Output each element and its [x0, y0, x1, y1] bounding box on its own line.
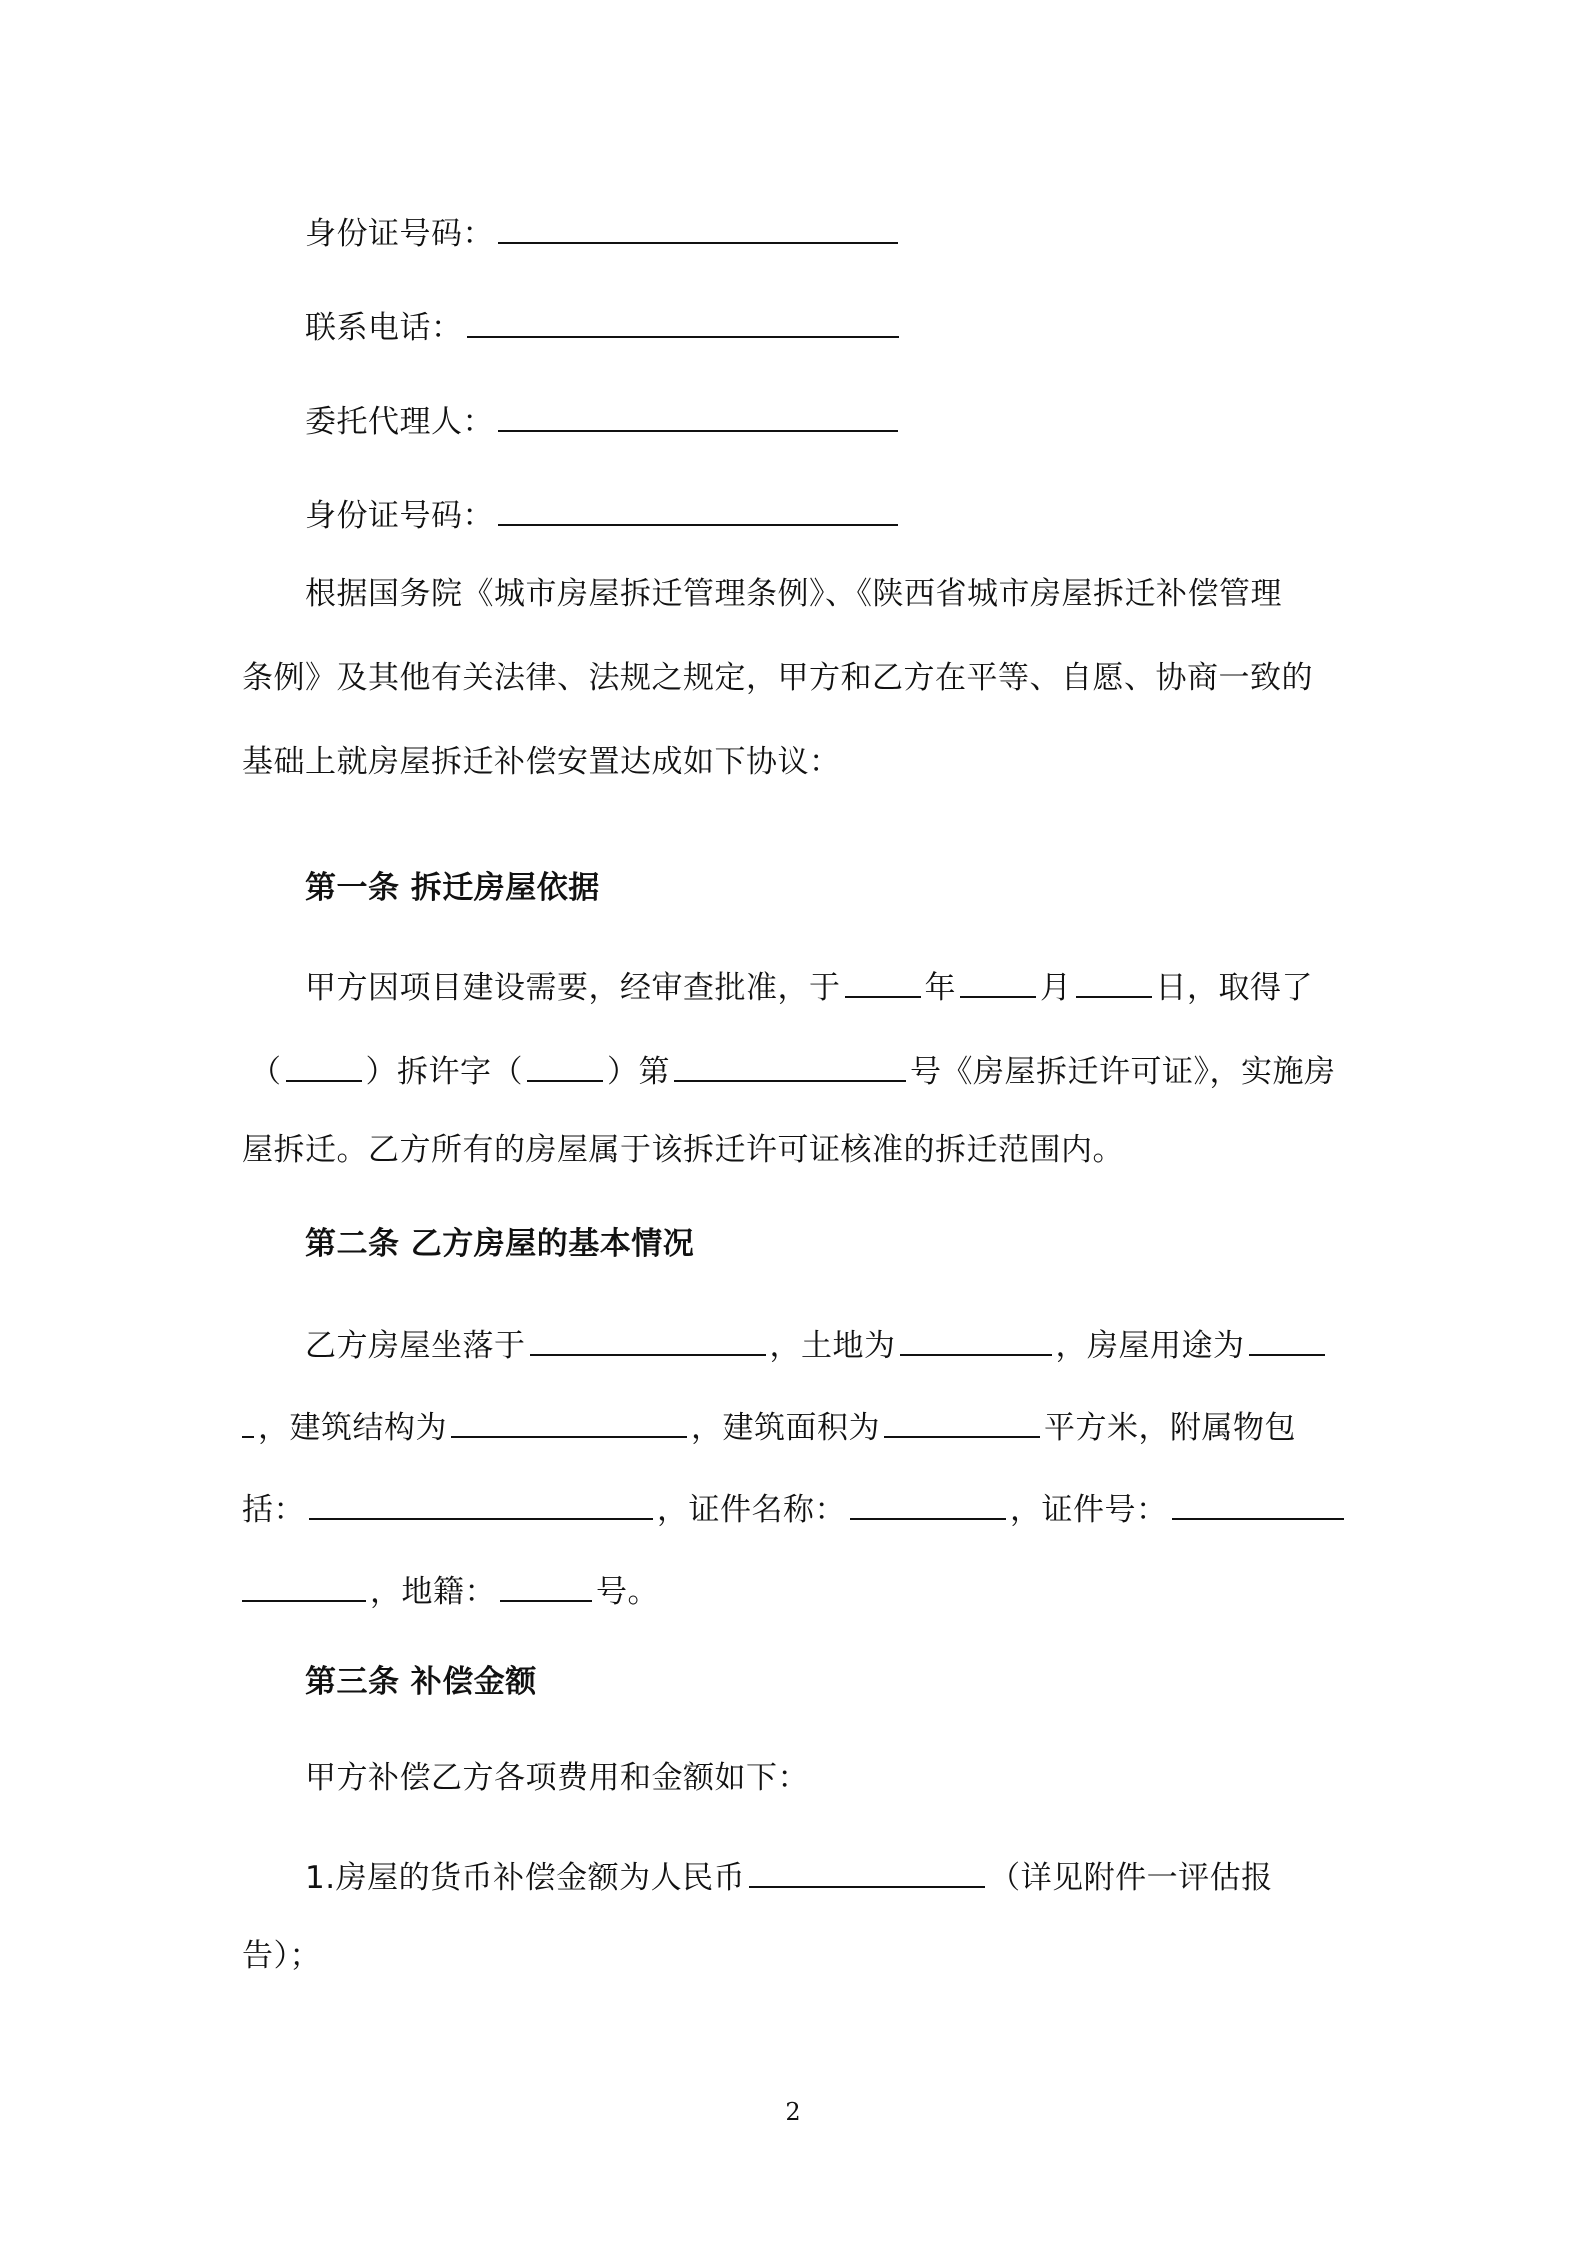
blank-land[interactable] [900, 1320, 1052, 1356]
article-1-line-1: 甲方因项目建设需要，经审查批准，于 年 月 日，取得了 [305, 962, 1313, 1010]
field-label: 委托代理人： [305, 404, 494, 440]
article-2-line-2: ，建筑结构为 ，建筑面积为 平方米，附属物包 [242, 1402, 1296, 1450]
article-1-line-2: （ ）拆许字（ ）第 号《房屋拆迁许可证》，实施房 [250, 1046, 1336, 1094]
blank-permit-number[interactable] [674, 1046, 906, 1082]
blank-area[interactable] [884, 1402, 1040, 1438]
blank-day[interactable] [1076, 962, 1152, 998]
field-label: 身份证号码： [305, 216, 494, 252]
phone-field [305, 302, 903, 350]
blank-permit-prefix[interactable] [286, 1046, 362, 1082]
article-1-title: 第一条 拆迁房屋依据 [305, 870, 600, 906]
article-3-item-1-cont: 告）； [242, 1938, 321, 1974]
blank-usage[interactable] [1249, 1320, 1325, 1356]
page-number: 2 [785, 2098, 801, 2126]
blank-certificate-number-cont[interactable] [242, 1566, 366, 1602]
article-3-intro: 甲方补偿乙方各项费用和金额如下： [305, 1760, 809, 1796]
blank-usage-cont[interactable] [242, 1402, 254, 1438]
blank-structure[interactable] [451, 1402, 687, 1438]
blank-compensation-amount[interactable] [749, 1852, 985, 1888]
article-1-line-3: 屋拆迁。乙方所有的房屋属于该拆迁许可证核准的拆迁范围内。 [242, 1132, 1124, 1168]
preamble-line-2: 条例》及其他有关法律、法规之规定，甲方和乙方在平等、自愿、协商一致的 [242, 660, 1313, 696]
blank-certificate-name[interactable] [850, 1484, 1006, 1520]
preamble-line-1: 根据国务院《城市房屋拆迁管理条例》、《陕西省城市房屋拆迁补偿管理 [305, 576, 1282, 612]
preamble-line-3: 基础上就房屋拆迁补偿安置达成如下协议： [242, 744, 841, 780]
article-2-line-1: 乙方房屋坐落于 ，土地为 ，房屋用途为 [305, 1320, 1329, 1368]
id-number-field-2 [305, 490, 902, 538]
article-2-line-4: ，地籍： 号。 [242, 1566, 659, 1614]
blank-line[interactable] [467, 302, 899, 338]
blank-line[interactable] [498, 490, 898, 526]
id-number-field-1 [305, 208, 902, 256]
field-label: 联系电话： [305, 310, 463, 346]
article-2-line-3: 括： ，证件名称： ，证件号： [242, 1484, 1348, 1532]
agent-field [305, 396, 902, 444]
blank-cadastral[interactable] [500, 1566, 592, 1602]
article-2-title: 第二条 乙方房屋的基本情况 [305, 1226, 695, 1262]
article-3-title: 第三条 补偿金额 [305, 1664, 537, 1700]
blank-permit-year[interactable] [527, 1046, 603, 1082]
article-3-item-1: 1.房屋的货币补偿金额为人民币 （详见附件一评估报 [305, 1852, 1273, 1900]
blank-line[interactable] [498, 208, 898, 244]
blank-month[interactable] [960, 962, 1036, 998]
blank-certificate-number[interactable] [1172, 1484, 1344, 1520]
blank-attachments[interactable] [309, 1484, 653, 1520]
blank-line[interactable] [498, 396, 898, 432]
blank-location[interactable] [530, 1320, 766, 1356]
field-label: 身份证号码： [305, 498, 494, 534]
blank-year[interactable] [845, 962, 921, 998]
